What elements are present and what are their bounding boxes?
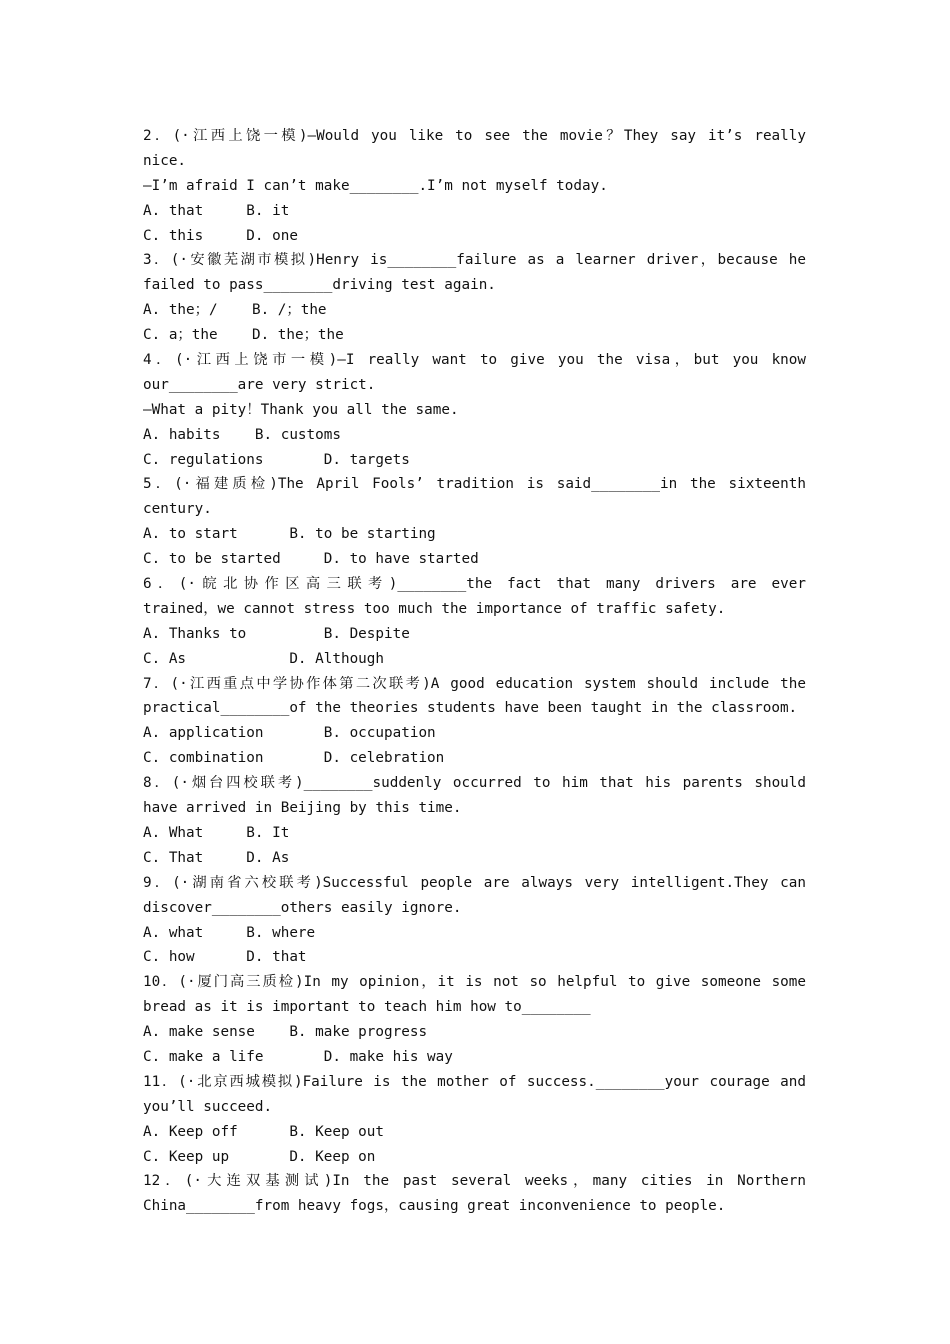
question-stem: 7．(·江西重点中学协作体第二次联考)A good education system should include the bbox=[143, 675, 806, 692]
answer-options-row: A. Thanks to B. Despite bbox=[143, 625, 410, 642]
answer-options-row: A. habits B. customs bbox=[143, 426, 341, 443]
answer-options-row: A. Keep off B. Keep out bbox=[143, 1123, 385, 1140]
question-stem: 4．(·江西上饶市一模)—I really want to give you the visa，but you know bbox=[143, 352, 806, 369]
question-line: nice. bbox=[143, 152, 187, 169]
question-stem: 11．(·北京西城模拟)Failure is the mother of success.________your courage and bbox=[143, 1073, 806, 1090]
answer-options-row: A. what B. where bbox=[143, 924, 316, 941]
question-8 bbox=[143, 771, 806, 871]
question-4 bbox=[143, 348, 806, 472]
answer-options-row: C. this D. one bbox=[143, 227, 298, 244]
answer-options-row: A. that B. it bbox=[143, 202, 290, 219]
question-line: bread as it is important to teach him how to________ bbox=[143, 999, 591, 1016]
question-line: our________are very strict. bbox=[143, 376, 376, 393]
answer-options-row: C. to be started D. to have started bbox=[143, 551, 479, 568]
question-stem: 9．(·湖南省六校联考)Successful people are always very intelligent.They can bbox=[143, 874, 806, 891]
question-line: practical________of the theories students have been taught in the classroom. bbox=[143, 700, 798, 717]
question-stem: 2．(·江西上饶一模)—Would you like to see the movie？They say it’s really bbox=[143, 128, 806, 144]
answer-options-row: C. Keep up D. Keep on bbox=[143, 1148, 376, 1165]
question-line: you’ll succeed. bbox=[143, 1098, 273, 1115]
answer-options-row: A. application B. occupation bbox=[143, 725, 436, 742]
question-6 bbox=[143, 572, 806, 672]
question-2 bbox=[143, 124, 806, 248]
question-stem: 8．(·烟台四校联考)________suddenly occurred to him that his parents should bbox=[143, 775, 806, 792]
question-stem: 10．(·厦门高三质检)In my opinion，it is not so helpful to give someone some bbox=[143, 974, 806, 991]
question-line: century. bbox=[143, 501, 212, 518]
question-12 bbox=[143, 1169, 806, 1219]
question-11 bbox=[143, 1070, 806, 1170]
question-line: trained，we cannot stress too much the importance of traffic safety. bbox=[143, 600, 726, 617]
answer-options-row: C. That D. As bbox=[143, 849, 290, 866]
question-5 bbox=[143, 472, 806, 572]
answer-options-row: C. combination D. celebration bbox=[143, 750, 445, 767]
question-line: have arrived in Beijing by this time. bbox=[143, 800, 462, 817]
answer-options-row: A. What B. It bbox=[143, 824, 290, 841]
question-stem: 6．(·皖北协作区高三联考)________the fact that many drivers are ever bbox=[143, 576, 806, 593]
answer-options-row: C. a；the D. the；the bbox=[143, 327, 344, 344]
question-stem: 12．(·大连双基测试)In the past several weeks，many cities in Northern bbox=[143, 1173, 806, 1190]
answer-options-row: C. how D. that bbox=[143, 949, 307, 966]
question-7 bbox=[143, 672, 806, 772]
question-line: —I’m afraid I can’t make________.I’m not myself today. bbox=[143, 177, 608, 194]
question-3 bbox=[143, 248, 806, 348]
question-10 bbox=[143, 970, 806, 1070]
question-stem: 3．(·安徽芜湖市模拟)Henry is________failure as a learner driver，because he bbox=[143, 252, 806, 269]
answer-options-row: C. regulations D. targets bbox=[143, 451, 410, 468]
question-9 bbox=[143, 871, 806, 971]
question-line: —What a pity！Thank you all the same. bbox=[143, 401, 459, 418]
question-line: failed to pass________driving test again. bbox=[143, 277, 496, 294]
answer-options-row: C. As D. Although bbox=[143, 650, 385, 667]
question-stem: 5．(·福建质检)The April Fools’ tradition is said________in the sixteenth bbox=[143, 476, 806, 493]
question-line: discover________others easily ignore. bbox=[143, 899, 462, 916]
answer-options-row: C. make a life D. make his way bbox=[143, 1048, 453, 1065]
exercise-document bbox=[143, 124, 806, 1219]
answer-options-row: A. make sense B. make progress bbox=[143, 1024, 428, 1041]
answer-options-row: A. to start B. to be starting bbox=[143, 526, 436, 543]
answer-options-row: A. the；/ B. /；the bbox=[143, 302, 327, 319]
question-line: China________from heavy fogs，causing great inconvenience to people. bbox=[143, 1198, 726, 1215]
